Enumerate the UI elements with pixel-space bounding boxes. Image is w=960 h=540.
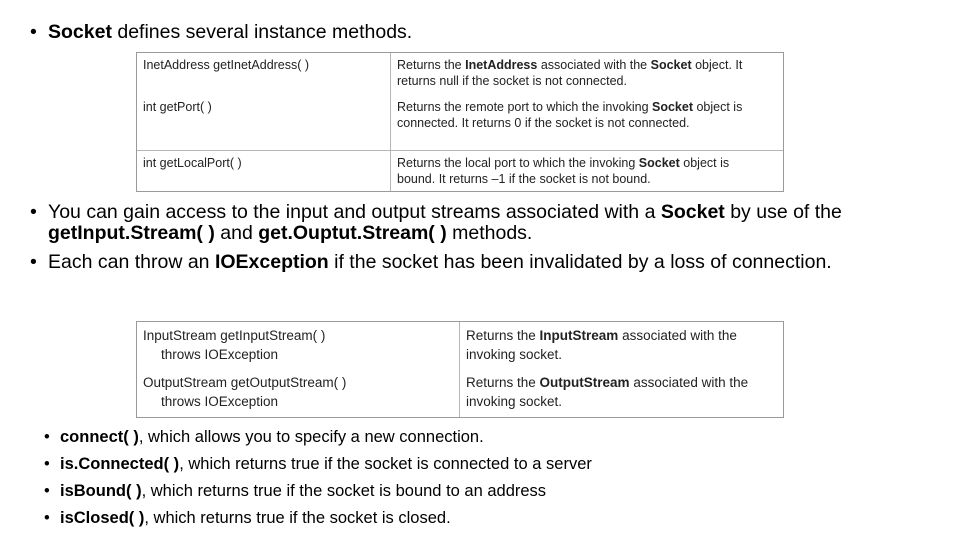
- method-signature: int getPort( ): [143, 100, 212, 114]
- method-signature: int getLocalPort( ): [143, 156, 242, 170]
- method-description: Returns the local port to which the invoking Socket object is bound. It returns –1 if the socket is not bound.: [397, 156, 730, 186]
- bullet-dot: •: [30, 201, 37, 223]
- stream-methods-table: [136, 321, 784, 418]
- method-signature: InetAddress getInetAddress( ): [143, 58, 310, 72]
- method-signature: OutputStream getOutputStream( ) throws IOException: [143, 375, 347, 409]
- table-row: [137, 369, 783, 416]
- method-description: Returns the remote port to which the invoking Socket object is connected. It returns 0 if the socket is not connected.: [397, 100, 743, 130]
- bullet-dot: •: [30, 21, 37, 43]
- bullet-dot: •: [30, 251, 37, 273]
- method-description: Returns the InputStream associated with the invoking socket.: [466, 328, 737, 362]
- method-description: Returns the InetAddress associated with the Socket object. It returns null if the socket is not connected.: [397, 58, 743, 88]
- table-row: [137, 53, 783, 97]
- socket-methods-table: [136, 52, 784, 192]
- keyword-socket: Socket: [48, 21, 112, 43]
- table-row: [137, 150, 783, 191]
- table-row: [137, 322, 783, 368]
- table-row: [137, 95, 783, 149]
- method-description: Returns the OutputStream associated with the invoking socket.: [466, 375, 749, 409]
- intro-text: defines several instance methods.: [111, 21, 413, 43]
- method-signature: InputStream getInputStream( ) throws IOException: [143, 328, 326, 362]
